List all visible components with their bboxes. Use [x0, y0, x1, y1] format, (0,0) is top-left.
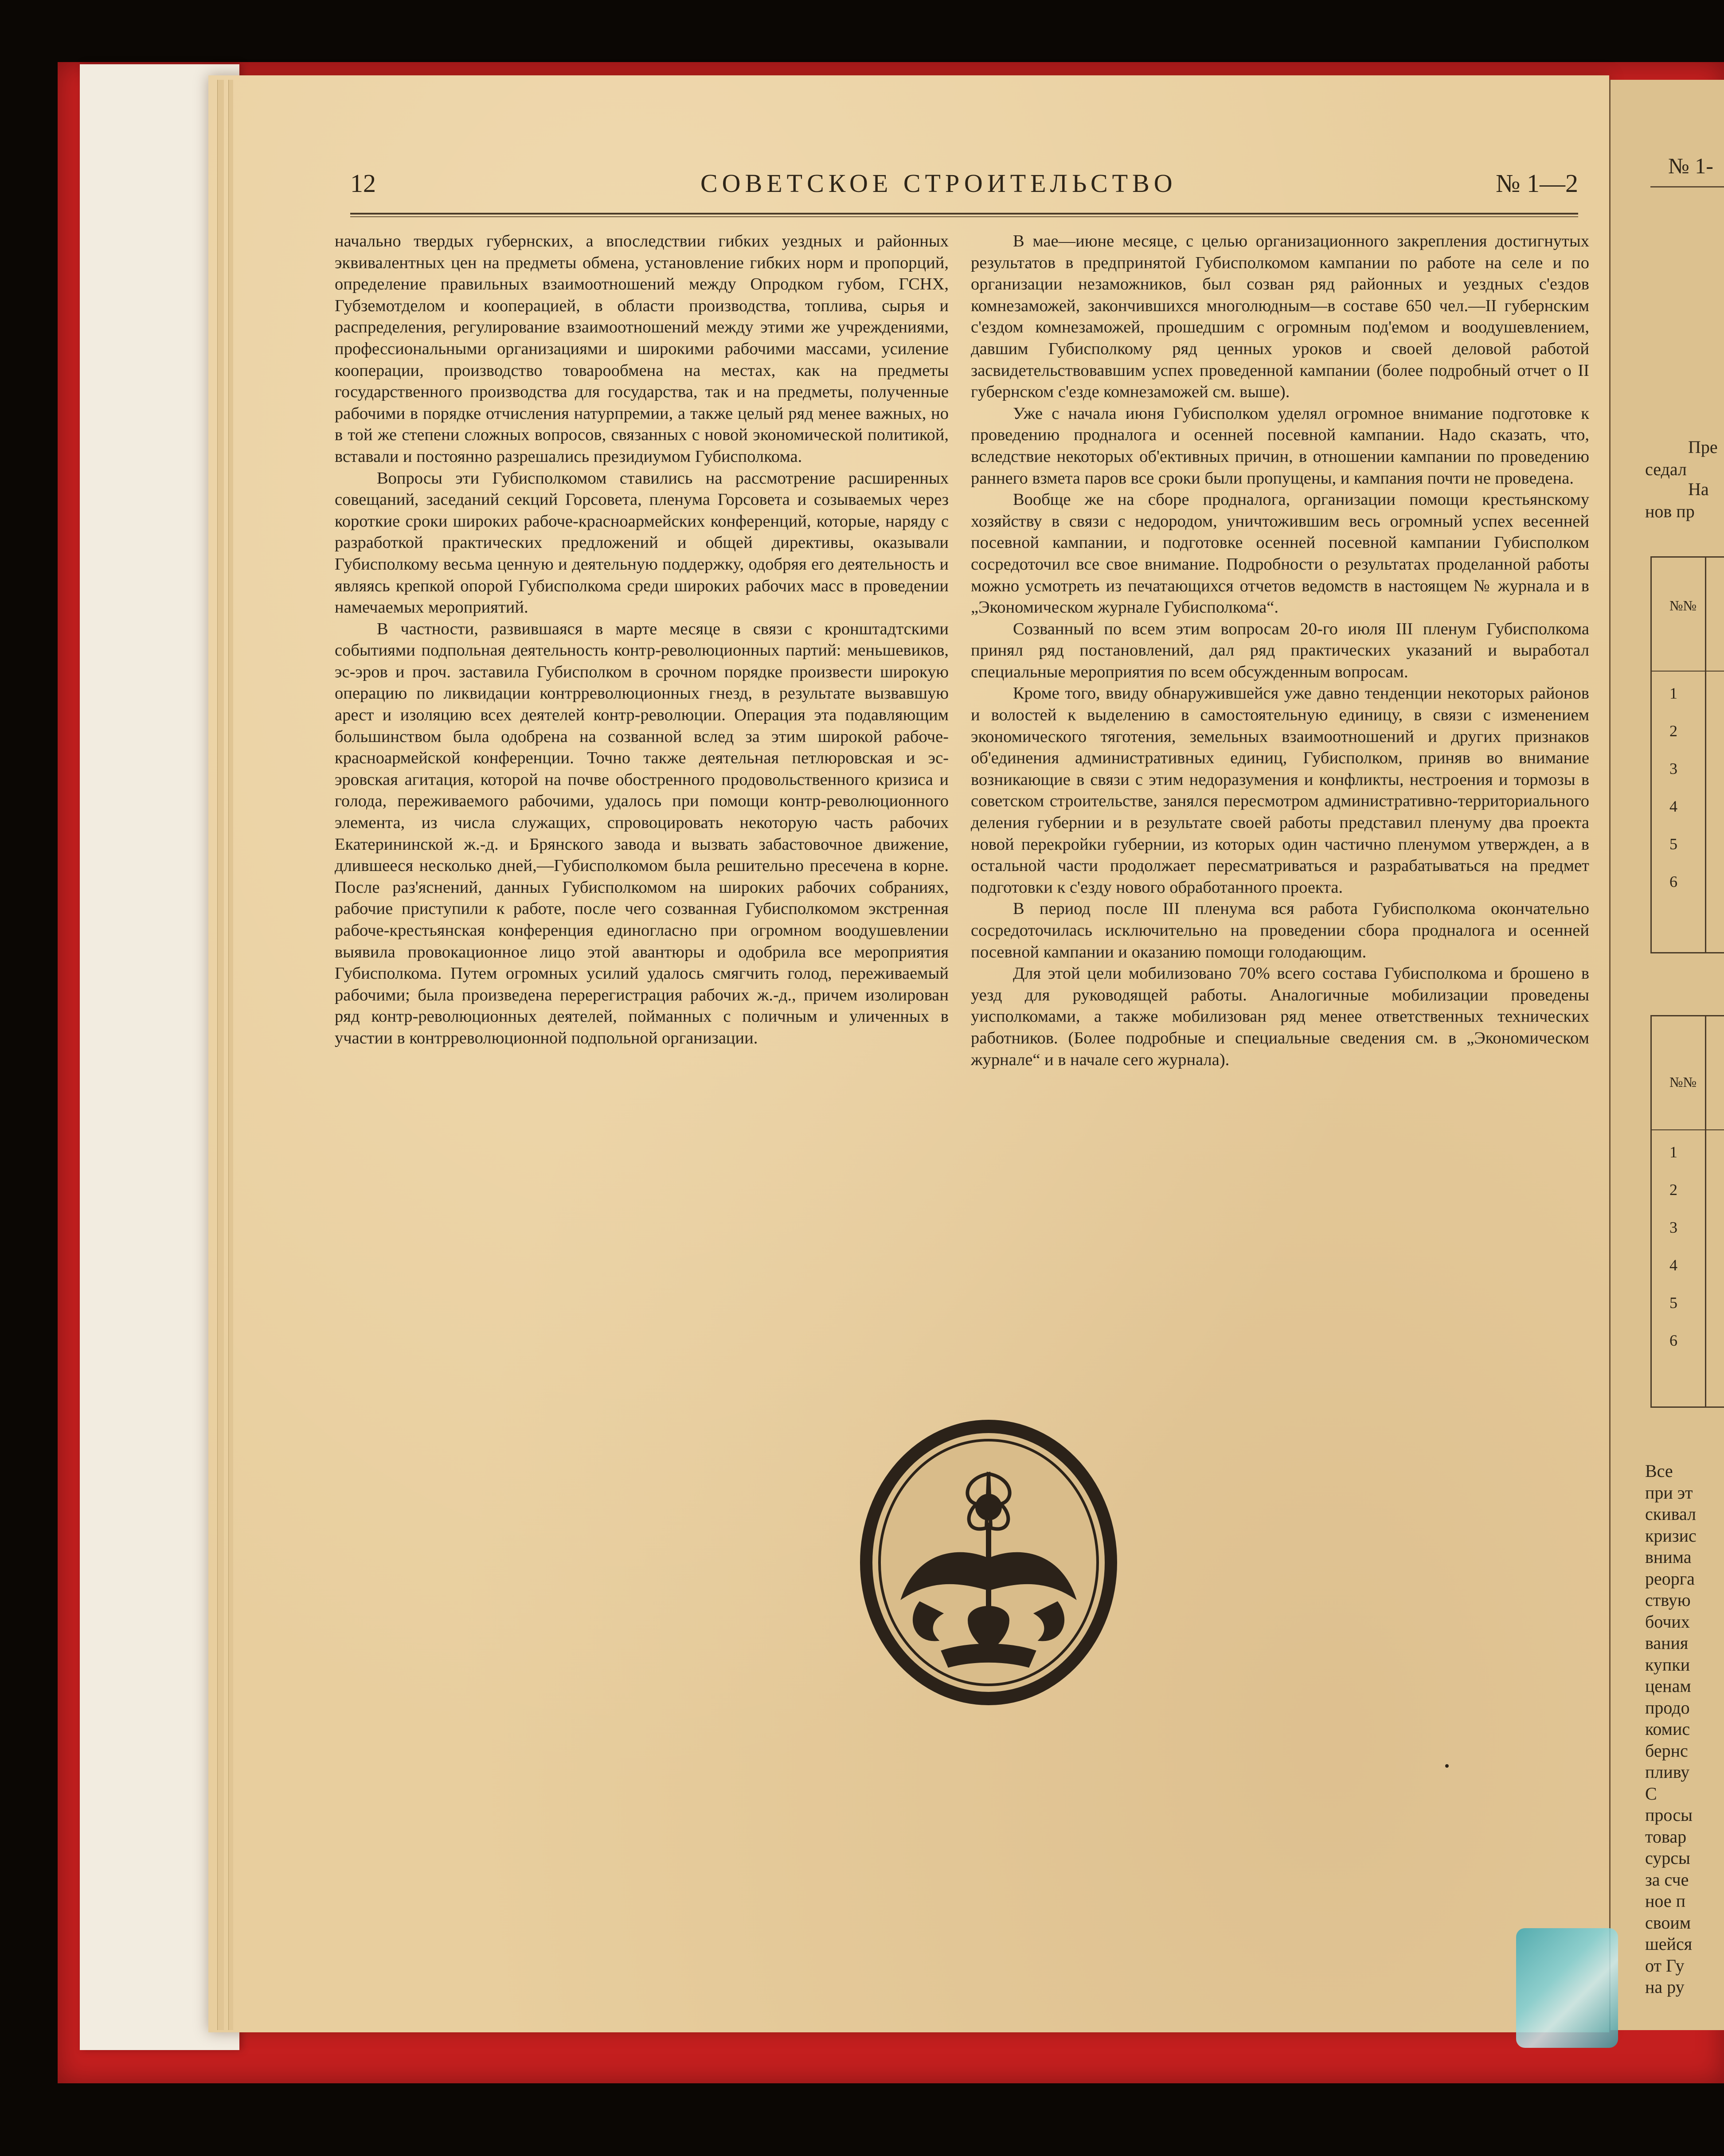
next-page-line: бернс	[1645, 1740, 1688, 1761]
paragraph: Уже с начала июня Губисполком уделял огромное внимание подготовке к проведению продналога и осенней посевной кампании. Надо сказать, что, вследствие некоторых об'ективных причин, в отношении кампании по проведению раннего взмета паров все сроки были пропущены, и кампания почти не проведена.	[971, 404, 1589, 488]
paragraph: Для этой цели мобилизовано 70% всего состава Губисполкома и брошено в уезд для руководящей работы. Аналогичные мобилизации проведены уисполкомами, а также мобилизован ряд менее ответственных технических работников. (Более подробные и специальные сведения см. в „Экономическом журнале“ и в начале сего журнала).	[971, 964, 1589, 1069]
table-row-number: 6	[1669, 873, 1677, 891]
next-page-table	[1650, 1015, 1724, 1408]
next-page-line: ствую	[1645, 1590, 1691, 1610]
table-row-number: 2	[1669, 722, 1677, 740]
table-row-number: 5	[1669, 1294, 1677, 1312]
table-rule	[1652, 1129, 1724, 1130]
paragraph: В мае—июне месяце, с целью организационного закрепления достигнутых результатов в предпринятой Губисполкомом кампании по работе на селе и по организации незаможников, был созван ряд районных и уездных с'ездов комнезаможей, закончившихся многолюдным—в составе 650 чел.—II губернским с'ездом комнезаможей, прошедшим с огромным под'емом и воодушевлением, давшим Губисполкому ряд ценных уроков и своей деловой работой засвидетельствовавшим успех проведенной кампании (более подробный отчет о II губернском с'езде комнезаможей см. выше).	[971, 232, 1589, 402]
paragraph: Вопросы эти Губисполкомом ставились на рассмотрение расширенных совещаний, заседаний секций Горсовета, пленума Горсовета и созываемых через короткие сроки широких рабоче-красноармейских конференций, которые, наряду с разработкой практических предложений и общей директивы, оказывали Губисполкому весьма ценную и деятельную поддержку, одобряя его деятельность и являясь крепкой опорой Губисполкома среди широких рабочих масс в проведении намечаемых мероприятий.	[335, 469, 949, 617]
next-page-fragment	[1609, 80, 1724, 2030]
next-page-line: сурсы	[1645, 1848, 1690, 1868]
next-page-line: ное п	[1645, 1891, 1686, 1911]
table-row-number: 3	[1669, 760, 1677, 777]
left-text-column	[335, 230, 949, 1049]
header-rule	[350, 216, 1578, 217]
table-row-number: 4	[1669, 797, 1677, 815]
next-page-line: своим	[1645, 1912, 1691, 1933]
next-page-line: реорга	[1645, 1568, 1695, 1589]
next-page-line: комис	[1645, 1719, 1690, 1739]
paragraph: Кроме того, ввиду обнаружившейся уже давно тенденции некоторых районов и волостей к выделению в самостоятельную единицу, в связи с изменением экономического тяготения, земельных взаимоотношений и других признаков об'единения административных единиц, Губисполком, приняв во внимание возникающие в связи с этим недоразумения и конфликты, нестроения и тормозы в советском строительстве, занялся пересмотром административно-территориального деления губернии и в результате своей работы представил пленуму два проекта новой перекройки губернии, из которых один частично пленумом утвержден, а в остальной части продолжает пересматриваться и разрабатываться на предмет подготовки к с'езду нового обработанного проекта.	[971, 684, 1589, 897]
paragraph: В частности, развившаяся в марте месяце в связи с кронштадтскими событиями подпольная деятельность контр-революционных партий: меньшевиков, эс-эров и проч. заставила Губисполком в срочном порядке произвести широкую операцию по ликвидации контрреволюционных гнезд, в результате вызвавшую арест и изоляцию всех деятелей контр-революции. Операция эта подавляющим большинством была одобрена на созванной вслед за этим широкой рабоче-красноармейской конференции. Точно также деятельная петлюровская и эс-эровская агитация, которой на почве обостренного продовольственного кризиса и голода, переживаемого рабочими, удалось при помощи контр-революционного элемента, из числа служащих, спровоцировать некоторую часть рабочих Екатерининской ж.-д. и Брянского завода и вызвать забастовочное движение, длившееся несколько дней,—Губисполкомом была решительно пресечена в корне. После раз'яснений, данных Губисполкомом на широких рабочих собраниях, рабочие приступили к работе, после чего созванная Губисполкомом экстренная рабоче-крестьянская конференция единогласно при огромном воодушевлении выявила провокационное лицо этой авантюры и одобрила все мероприятия Губисполкома. Путем огромных усилий удалось смягчить голод, переживаемый рабочими; была произведена перерегистрация рабочих ж.-д., причем изолирован ряд контр-революционных деятелей, пойманных с поличным и уличенных в участии в контрреволюционной подпольной организации.	[335, 619, 949, 1047]
ornament-emblem-icon	[853, 1412, 1124, 1713]
next-page-line: при эт	[1645, 1482, 1693, 1503]
next-page-line: На	[1688, 479, 1709, 499]
table-row-number: 5	[1669, 835, 1677, 853]
table-rule	[1652, 671, 1724, 672]
next-page-line: кризис	[1645, 1525, 1697, 1546]
next-page-header: № 1-	[1668, 153, 1713, 178]
next-page-line: ценам	[1645, 1676, 1691, 1696]
next-page-table	[1650, 556, 1724, 953]
paragraph: Вообще же на сборе продналога, организации помощи крестьянскому хозяйству в связи с недородом, уничтожившим весь огромный успех весенней посевной кампании, и подготовке осенней посевной кампании Губисполком сосредоточил все свое внимание. Подробности о результатах проделанной работы можно усмотреть из печатающихся отчетов ведомств в настоящем № журнала и в „Экономическом журнале Губисполкома“.	[971, 490, 1589, 617]
next-page-line: С	[1645, 1783, 1657, 1804]
next-page-line: нов пр	[1645, 501, 1695, 521]
binding-clip	[1516, 1928, 1618, 2048]
page-edge	[228, 80, 233, 2030]
next-page-line: просы	[1645, 1805, 1693, 1825]
next-page-line: товар	[1645, 1826, 1687, 1847]
next-page-line: Все	[1645, 1461, 1673, 1481]
table-row-number: 1	[1669, 1143, 1677, 1161]
next-page-line: шейся	[1645, 1934, 1693, 1954]
paragraph: начально твердых губернских, а впоследствии гибких уездных и районных эквивалентных цен на предметы обмена, установление гибких норм и пропорций, определение правильных взаимоотношений между Опродком губом, ГСНХ, Губземотделом и кооперацией, в области производства, топлива, сырья и распределения, регулирование взаимоотношений между этими же учреждениями, профессиональными организациями и широкими рабочими массами, усиление кооперации, производство товарообмена на местах, как на предметы государственного производства для государства, так и на предметы, полученные рабочими в порядке отчисления натурпремии, а также целый ряд менее важных, но в той же степени сложных вопросов, связанных с новой экономической политикой, вставали и постоянно разрешались президиумом Губисполкома.	[335, 232, 949, 466]
paragraph: В период после III пленума вся работа Губисполкома окончательно сосредоточилась исключительно на проведении сбора продналога и осенней посевной кампании и оказанию помощи голодающим.	[971, 899, 1589, 961]
next-page-line: седал	[1645, 459, 1687, 479]
table-row-number: 1	[1669, 684, 1677, 702]
next-page-line: вания	[1645, 1633, 1689, 1653]
table-row-number: 2	[1669, 1181, 1677, 1199]
table-column-line	[1705, 558, 1706, 952]
table-header-symbol: №№	[1669, 598, 1697, 613]
next-page-line: бочих	[1645, 1611, 1690, 1632]
next-page-line: за сче	[1645, 1869, 1689, 1890]
page-edge	[217, 80, 224, 2030]
right-text-column	[971, 230, 1589, 1070]
table-row-number: 3	[1669, 1219, 1677, 1236]
table-column-line	[1705, 1016, 1706, 1406]
journal-title: СОВЕТСКОЕ СТРОИТЕЛЬСТВО	[700, 169, 1177, 198]
dust-speck	[1445, 1764, 1449, 1768]
paragraph: Созванный по всем этим вопросам 20-го июля III пленум Губисполкома принял ряд постановлений, дал ряд практических указаний и выработал специальные мероприятия по всем обсужденным вопросам.	[971, 619, 1589, 681]
table-row-number: 4	[1669, 1256, 1677, 1274]
next-page-line: пливу	[1645, 1762, 1690, 1782]
next-page-line: купки	[1645, 1654, 1690, 1675]
next-page-rule	[1650, 186, 1724, 187]
table-row-number: 6	[1669, 1332, 1677, 1349]
running-header	[350, 164, 1578, 215]
next-page-line: Пре	[1688, 437, 1718, 457]
next-page-line: внима	[1645, 1547, 1692, 1567]
page-number: 12	[350, 169, 376, 198]
next-page-line: от Гу	[1645, 1955, 1685, 1976]
next-page-line: скивал	[1645, 1504, 1697, 1524]
next-page-line: продо	[1645, 1697, 1690, 1718]
next-page-line: на ру	[1645, 1977, 1685, 1997]
table-header-symbol: №№	[1669, 1074, 1697, 1090]
issue-number: № 1—2	[1496, 169, 1578, 198]
